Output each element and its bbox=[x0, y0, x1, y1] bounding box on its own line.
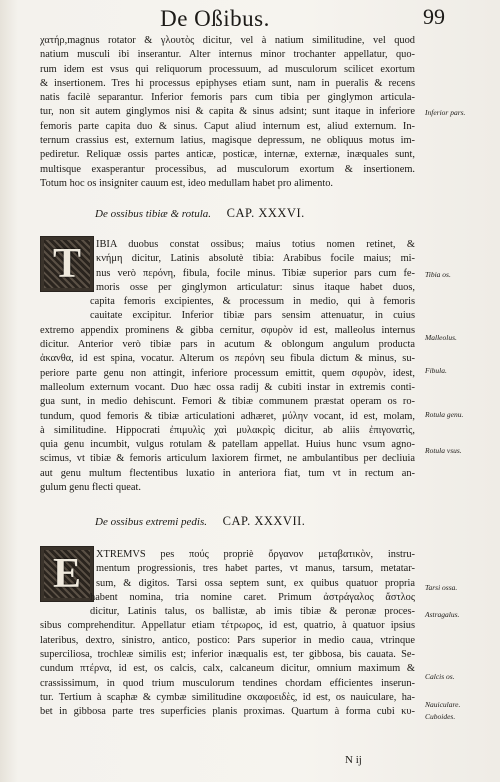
text-line: tur. Tertium à scaphæ & cymbæ similitudine σκαφοειδὲς, id est, os nauiculare, ha- bbox=[40, 691, 415, 703]
margin-note: Rotula vsus. bbox=[425, 446, 462, 455]
chapter-heading-36 bbox=[95, 206, 305, 221]
text-line: XTREMVS pes πούς propriè ὄργανον μεταβατικὸν, instru- bbox=[96, 549, 415, 560]
text-line: tur, non sit autem ginglymos nisi & capita & sinus adsint; sunt itaque in inferiore bbox=[40, 106, 415, 118]
page-number: 99 bbox=[423, 4, 445, 29]
initial-letter: T bbox=[52, 241, 81, 287]
chapter-heading-37 bbox=[95, 514, 305, 529]
text-line: natis facilè separantur. Inferior femoris pars cum tibia per ginglymon articula- bbox=[40, 92, 415, 104]
text-line: habent nomina, tria nomine caret. Primum ἀστράγαλος ἄστλος bbox=[90, 591, 415, 603]
text-line: femoris parte capita duo & sinus. Caput aliud internum est, aliud externum. In- bbox=[40, 120, 415, 132]
text-line: Totum hoc os insigniter cauum est, ideo medullam habet pro alimento. bbox=[40, 177, 334, 189]
margin-note: Inferior pars. bbox=[425, 108, 466, 117]
text-line: malleolum externum vocant. Duo hæc ossa radij & cubiti instar in extremis conti- bbox=[40, 381, 415, 393]
text-line: cauitate excipitur. Inferior tibiæ pars sensim attenuatur, in cuius bbox=[90, 310, 415, 322]
text-line: dicitur, Latinis talus, os ballistæ, ab imis tibiæ & peronæ proces- bbox=[90, 606, 415, 618]
paragraph-foot bbox=[40, 548, 415, 720]
margin-note: Nauiculare. bbox=[425, 700, 461, 709]
text-line: multisque exasperantur processibus, ad musculorum exortum & insertionem. bbox=[40, 163, 415, 175]
text-line: nus verò περόνη, fibula, focile minus. Tibiæ superior pars cum fe- bbox=[96, 267, 415, 279]
chapter-number: CAP. XXXVII. bbox=[222, 514, 306, 528]
chapter-number: CAP. XXXVI. bbox=[226, 206, 305, 220]
paragraph-femur bbox=[40, 34, 415, 191]
text-line: capita femoris excipientes, & processum in medio, qui à femoris bbox=[90, 296, 415, 308]
text-line: χατήρ,magnus rotator & γλουτὸς dicitur, vel à natium similitudine, vel quod bbox=[40, 35, 415, 46]
text-line: & insertionem. Tres hi processus epiphyses etiam sunt, nam in pueralis & recens bbox=[40, 77, 415, 89]
text-line: tundum, quod femoris & tibiæ articulationi adhæret, μύλην vocant, id est, molam, bbox=[40, 410, 415, 422]
text-line: cundum πτέρνα, id est, os calcis, calx, calcaneum dicitur, omnium maximum & bbox=[40, 663, 415, 675]
text-line: aut genu multum flectentibus luxatio in anteriora fiat, tum vt in rectum an- bbox=[40, 467, 415, 479]
text-line: periore parte genu non attingit, inferiore processum emittit, quem σφυρὸν, idest, bbox=[40, 367, 415, 379]
text-line: superciliosa, trochleæ similis est; inferior inæqualis est, ter gibbosa, bis cauata. Se- bbox=[40, 649, 415, 661]
margin-note: Cuboides. bbox=[425, 712, 456, 721]
margin-note: Tibia os. bbox=[425, 270, 451, 279]
text-line: mentum progressionis, tres habet partes, vt manus, tarsum, metatar- bbox=[96, 563, 415, 575]
text-line: dicitur. Anterior verò tibiæ pars in acutum & oblongum angulum producta bbox=[40, 339, 415, 351]
text-line: à similitudine. Hippocrati ἐπιμυλὶς χαὶ μυλακρὶς dicitur, ab aliis ἐπιγονατὶς, bbox=[40, 424, 415, 436]
text-line: crassissimum, in quod trium musculorum tendines chordam efficientes inserun- bbox=[40, 677, 415, 689]
text-line: extremo appendix prominens & gibba cernitur, σφυρὸν id est, malleolus internus bbox=[40, 324, 415, 336]
margin-note: Tarsi ossa. bbox=[425, 583, 458, 592]
margin-note: Calcis os. bbox=[425, 672, 455, 681]
text-line: gulum genu flecti queat. bbox=[40, 482, 141, 494]
margin-note: Fibula. bbox=[425, 366, 447, 375]
running-title: De Oßibus. bbox=[160, 6, 270, 31]
margin-note: Rotula genu. bbox=[425, 410, 464, 419]
paragraph-tibia bbox=[40, 238, 415, 495]
text-line: quia genu incumbit, vulgus rotulam & patellam appellat. Huius hunc vsum agno- bbox=[40, 439, 415, 451]
text-line: κνήμη dicitur, Latinis absolutè tibia: Arabibus focile maius; mi- bbox=[96, 253, 415, 265]
text-line: IBIA duobus constat ossibus; maius totius nomen retinet, & bbox=[96, 239, 415, 250]
chapter-title: De ossibus tibiæ & rotula. bbox=[95, 208, 212, 220]
text-line: pediretur. Reliquæ ossis partes anticæ, posticæ, internæ, externæ, inæquales sunt, bbox=[40, 149, 415, 161]
chapter-title: De ossibus extremi pedis. bbox=[95, 516, 208, 528]
initial-letter: E bbox=[52, 551, 81, 597]
text-line: sibus comprehenditur. Appellatur etiam τέτρωρος, id est, quatrio, à quatuor ipsius bbox=[40, 620, 415, 632]
margin-note: Astragalus. bbox=[425, 610, 460, 619]
text-line: sum, & digitos. Tarsi ossa septem sunt, ex quibus quatuor propria bbox=[96, 577, 415, 589]
text-line: gua sunt, in medio dehiscunt. Femori & tibiæ communem præstat operam os ro- bbox=[40, 396, 415, 408]
text-line: lateribus, dextro, sinistro, antico, postico: Pars superior in medio caua, vtrinque bbox=[40, 634, 415, 646]
text-line: moris osse per ginglymon articulatur: sinus itaque habet duos, bbox=[96, 281, 415, 293]
margin-note: Malleolus. bbox=[425, 333, 457, 342]
text-line: rum idem est vsus qui reliquorum processuum, ad musculorum scilicet exortum bbox=[40, 63, 415, 75]
text-line: ternum crassius est, externum latius, magisque depressum, ne obliquus motus im- bbox=[40, 135, 415, 147]
signature-mark: N ij bbox=[345, 754, 362, 766]
text-line: natium musculi ibi inserantur. Alter internus minor trochanter appellatur, quo- bbox=[40, 49, 415, 61]
text-line: ἀκανθα, id est spina, vocatur. Alterum os περόνη seu fibula dictum & minus, su- bbox=[40, 353, 415, 365]
text-line: scimus, vt tibiæ & femoris articulum laxiorem firmet, ne ambulantibus per decliuia bbox=[40, 453, 415, 465]
text-line: bet in gibbosa parte tres superficies planis proximas. Quartum à forma cubi κυ- bbox=[40, 706, 415, 718]
